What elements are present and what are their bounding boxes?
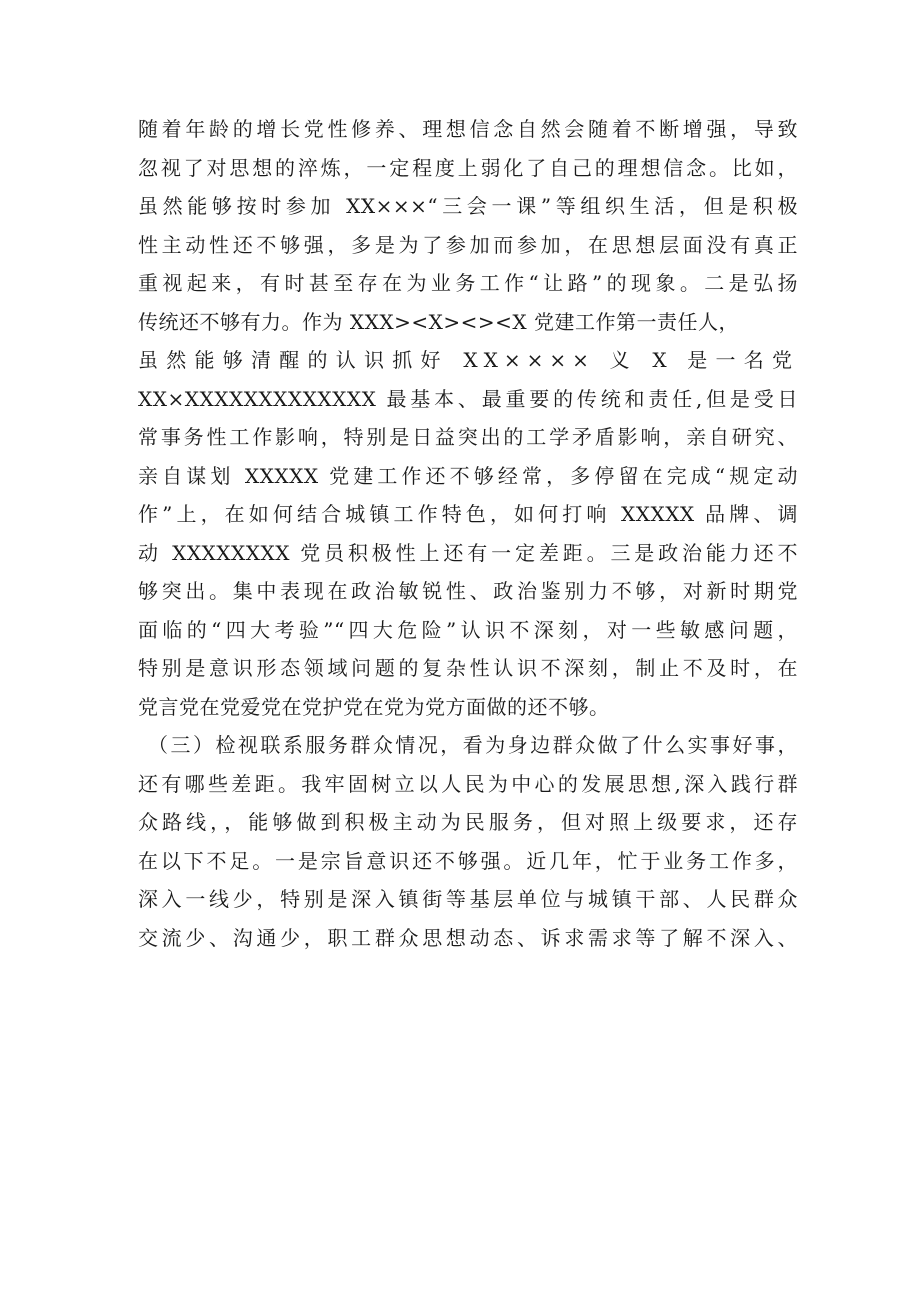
text-line: 亲自谋划 XXXXX 党建工作还不够经常，多停留在完成“规定动 xyxy=(138,463,798,488)
text-line: 党言党在党爱党在党护党在党为党方面做的还不够。 xyxy=(138,694,610,719)
text-line: 虽然能够清醒的认识抓好 XX×××× 义 X 是一名党 xyxy=(138,348,798,372)
text-line: 交流少、沟通少，职工群众思想动态、诉求需求等了解不深入、 xyxy=(138,925,798,950)
text-line: 动 XXXXXXXX 党员积极性上还有一定差距。三是政治能力还不 xyxy=(138,540,798,565)
text-line: 还有哪些差距。我牢固树立以人民为中心的发展思想,深入践行群 xyxy=(138,771,798,796)
text-line: 众路线，，能够做到积极主动为民服务，但对照上级要求，还存 xyxy=(138,810,798,834)
text-line: 作”上，在如何结合城镇工作特色，如何打响 XXXXX 品牌、调 xyxy=(138,502,798,526)
text-line: 在以下不足。一是宗旨意识还不够强。近几年，忙于业务工作多， xyxy=(138,848,798,873)
text-line: 重视起来，有时甚至存在为业务工作“让路”的现象。二是弘扬 xyxy=(138,271,798,295)
text-line: 随着年龄的增长党性修养、理想信念自然会随着不断增强，导致 xyxy=(138,117,798,141)
text-line: 深入一线少，特别是深入镇街等基层单位与城镇干部、人民群众 xyxy=(138,887,798,911)
text-line: XX×XXXXXXXXXXXXX 最基本、最重要的传统和责任,但是受日 xyxy=(138,386,798,411)
body-text xyxy=(138,110,798,957)
text-line: 面临的“四大考验”“四大危险”认识不深刻，对一些敏感问题， xyxy=(138,617,798,642)
text-line: 虽然能够按时参加 XX×××“三会一课”等组织生活，但是积极 xyxy=(138,194,798,218)
text-line: 忽视了对思想的淬炼，一定程度上弱化了自己的理想信念。比如， xyxy=(138,155,798,180)
text-line: 够突出。集中表现在政治敏锐性、政治鉴别力不够，对新时期党 xyxy=(138,579,798,603)
text-line: 常事务性工作影响，特别是日益突出的工学矛盾影响，亲自研究、 xyxy=(138,425,798,449)
section-heading-line: （三）检视联系服务群众情况，看为身边群众做了什么实事好事， xyxy=(148,733,798,757)
text-line: 性主动性还不够强，多是为了参加而参加，在思想层面没有真正 xyxy=(138,232,798,257)
text-line: 特别是意识形态领域问题的复杂性认识不深刻，制止不及时，在 xyxy=(138,656,798,680)
text-line: 传统还不够有力。作为 XXX><X><><X 党建工作第一责任人， xyxy=(138,309,739,334)
